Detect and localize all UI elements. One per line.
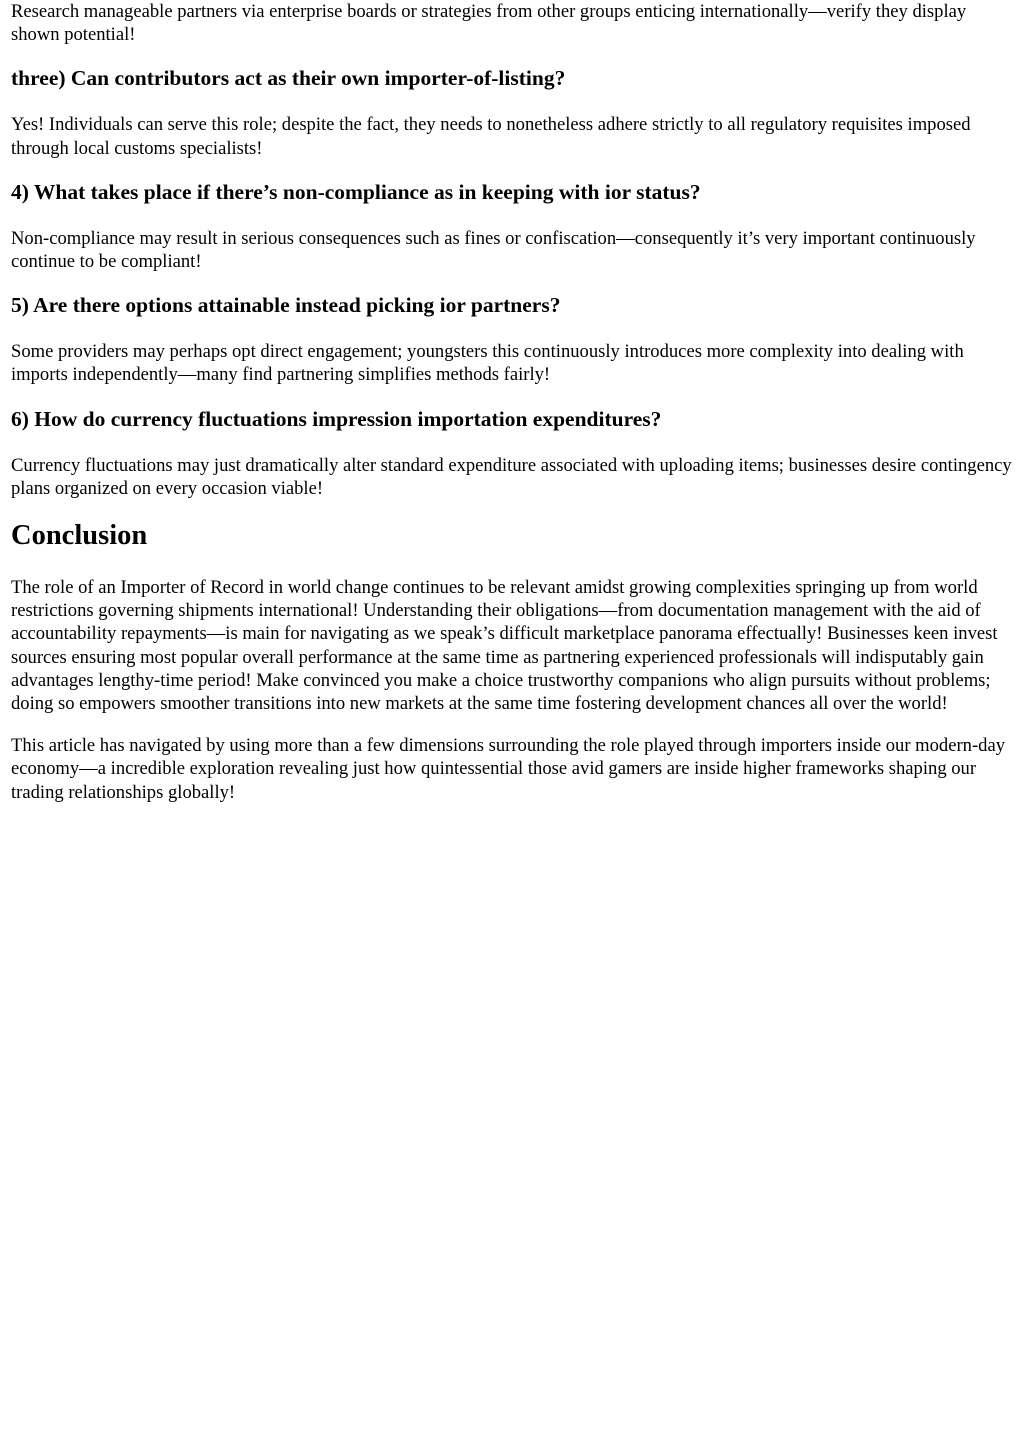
faq-item-5 — [11, 292, 1014, 386]
faq-answer: Some providers may perhaps opt direct engagement; youngsters this continuously introduces more complexity into dealing with imports independently—many find partnering simplifies methods fairly! — [11, 341, 964, 386]
intro-paragraph: Research manageable partners via enterprise boards or strategies from other groups enticing internationally—verify they display shown potential! — [11, 1, 967, 46]
faq-answer: Currency fluctuations may just dramatically alter standard expenditure associated with uploading items; businesses desire contingency plans organized on every occasion viable! — [11, 454, 1012, 499]
faq-answer: Non-compliance may result in serious consequences such as fines or confiscation—consequently it’s very important continuously continue to be compliant! — [11, 227, 976, 273]
faq-question: three) Can contributors act as their own importer-of-listing? — [11, 66, 566, 91]
faq-item-4 — [11, 179, 1014, 273]
faq-answer: Yes! Individuals can serve this role; despite the fact, they needs to nonetheless adhere strictly to all regulatory requisites imposed through local customs specialists! — [11, 114, 971, 159]
faq-item-6 — [11, 406, 1014, 500]
conclusion-paragraph: The role of an Importer of Record in world change continues to be relevant amidst growing complexities springing up from world restrictions governing shipments international! Understanding their obligations—from documentation management with the aid of accountability repayments—is main for navigating as we speak’s difficult marketplace panorama effectually! Businesses keen invest sources ensuring most popular overall performance at the same time as partnering experienced professionals will indisputably gain advantages lengthy-time period! Make convinced you make a choice trustworthy companions who align pursuits without problems; doing so empowers smoother transitions into new markets at the same time fostering development chances all over the world! — [11, 577, 998, 715]
faq-question: 6) How do currency fluctuations impression importation expenditures? — [11, 406, 662, 431]
faq-question: 5) Are there options attainable instead picking ior partners? — [11, 293, 561, 318]
conclusion-paragraph: This article has navigated by using more than a few dimensions surrounding the role played through importers inside our modern-day economy—a incredible exploration revealing just how quintessential those avid gamers are inside higher frameworks shaping our trading relationships globally! — [11, 735, 1006, 803]
faq-item-3 — [11, 65, 1014, 159]
conclusion-heading: Conclusion — [11, 520, 148, 552]
faq-question: 4) What takes place if there’s non-compliance as in keeping with ior status? — [11, 179, 701, 204]
conclusion-section — [11, 519, 1014, 804]
